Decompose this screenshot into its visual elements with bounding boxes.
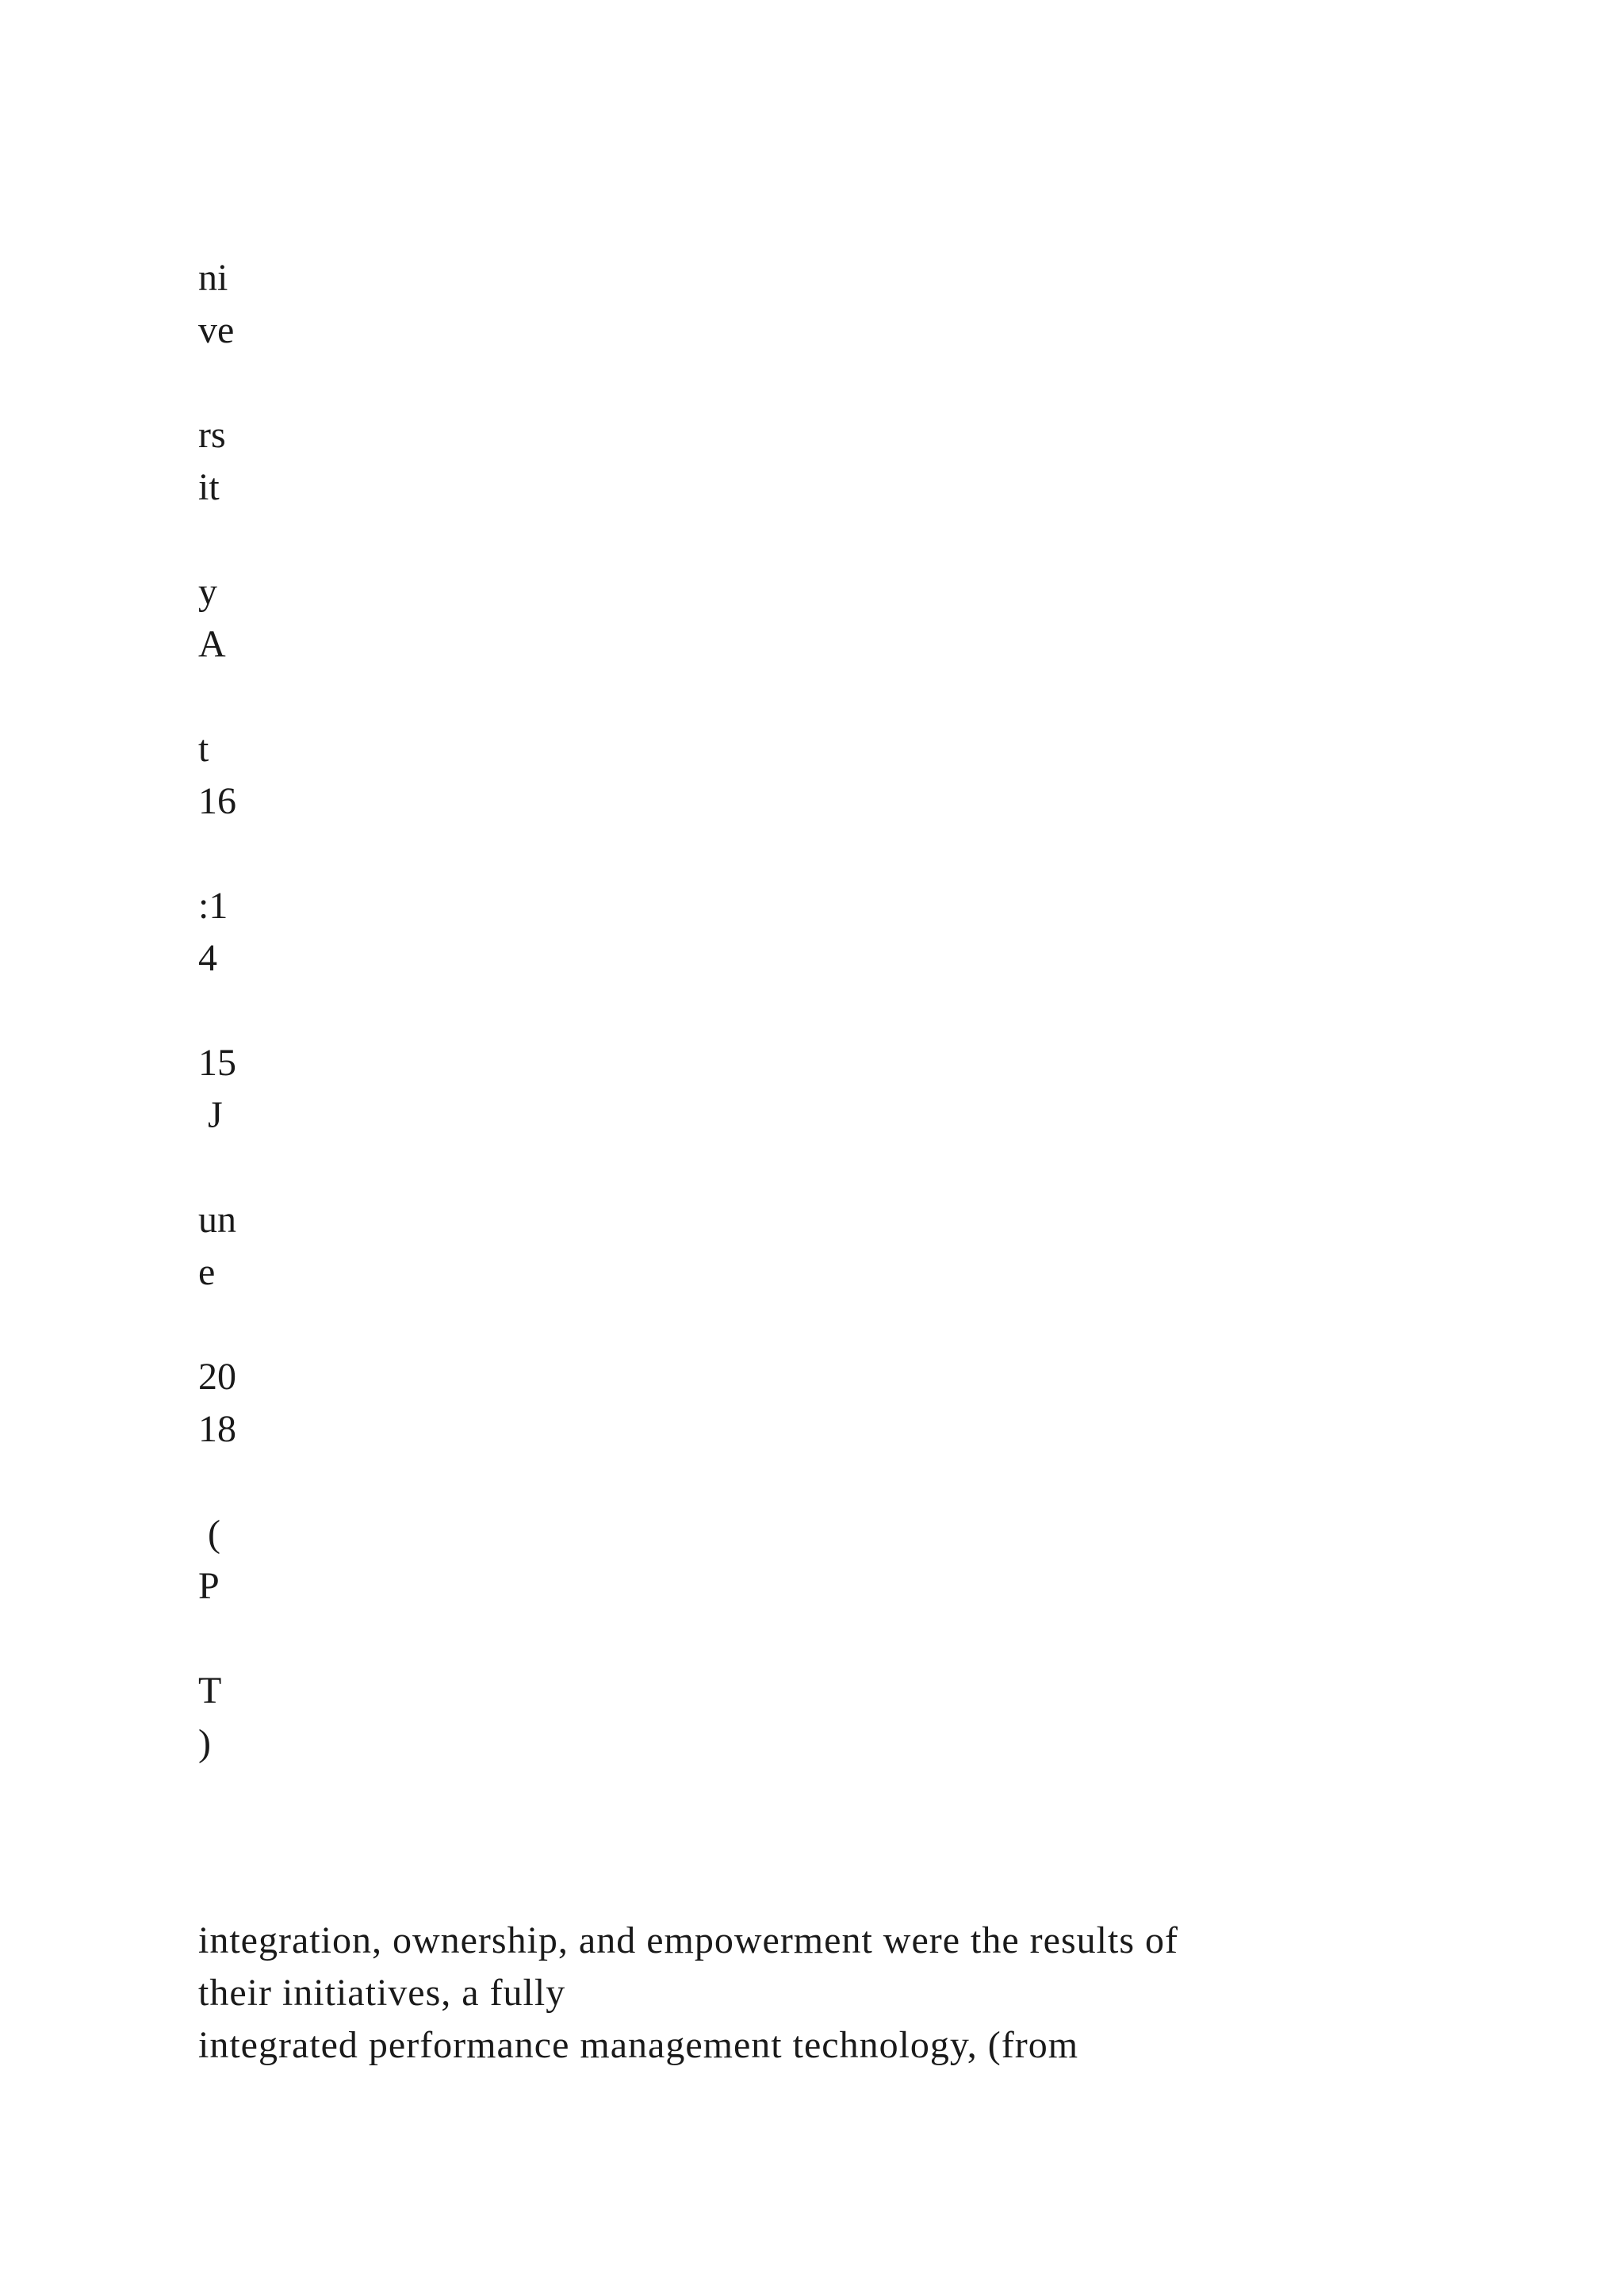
fragment: :1 (198, 885, 228, 927)
fragment: 15 (198, 1042, 236, 1084)
fragment: rs (198, 414, 226, 456)
fragment: 18 (198, 1408, 236, 1450)
body-paragraph (198, 1915, 1546, 2072)
fragment: 20 (198, 1356, 236, 1398)
fragment: 16 (198, 780, 236, 822)
fragment: ve (198, 309, 235, 351)
fragment-group (198, 723, 357, 828)
fragment: ) (198, 1722, 211, 1764)
fragment-group (198, 409, 357, 514)
fragment-group (198, 1194, 357, 1299)
fragment: e (198, 1251, 216, 1293)
body-line: integrated performance management technology, (from (198, 2024, 1079, 2066)
fragment-group (198, 566, 357, 671)
fragment-group (198, 1508, 357, 1613)
fragment: ni (198, 257, 228, 299)
body-line: their initiatives, a fully (198, 1972, 566, 2014)
vertical-watermark-text (198, 252, 357, 1822)
fragment-group (198, 880, 357, 985)
fragment-group (198, 252, 357, 357)
fragment: un (198, 1199, 236, 1241)
fragment: ( (198, 1513, 220, 1555)
fragment: A (198, 623, 226, 665)
fragment: P (198, 1565, 220, 1607)
fragment: y (198, 571, 217, 613)
fragment-group (198, 1665, 357, 1770)
fragment: t (198, 728, 209, 770)
fragment: 4 (198, 937, 217, 979)
body-line: integration, ownership, and empowerment were the results of (198, 1919, 1178, 1961)
fragment: J (198, 1094, 223, 1136)
fragment: it (198, 466, 220, 508)
fragment-group (198, 1037, 357, 1142)
fragment-group (198, 1351, 357, 1456)
fragment: T (198, 1670, 222, 1712)
